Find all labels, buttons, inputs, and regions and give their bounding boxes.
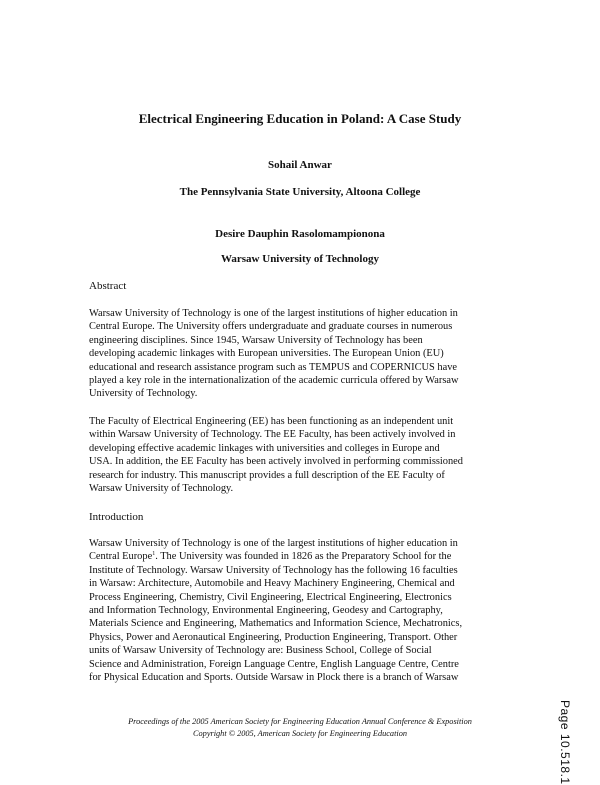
footer-proceedings: Proceedings of the 2005 American Society for Engineering Education Annual Conference & Exposition xyxy=(128,717,472,726)
text-line: University of Technology. xyxy=(89,388,198,400)
text-line: for Physical Education and Sports. Outside Warsaw in Plock there is a branch of Warsaw xyxy=(89,672,459,684)
text-line: The Faculty of Electrical Engineering (EE) has been functioning as an independent unit xyxy=(89,416,454,427)
footer-copyright: Copyright © 2005, American Society for Engineering Education xyxy=(192,729,407,738)
text-line: Central Europe. The University offers undergraduate and graduate courses in numerous xyxy=(89,321,453,333)
text-segment: Central Europe xyxy=(89,551,153,563)
page-number-stamp: Page 10.518.1 xyxy=(558,700,572,785)
text-line: within Warsaw University of Technology. The EE Faculty, has been actively involved in xyxy=(89,429,456,441)
introduction-heading: Introduction xyxy=(89,511,144,523)
footnote-marker: 1 xyxy=(152,551,156,558)
text-line: in Warsaw: Architecture, Automobile and Heavy Machinery Engineering, Chemical and xyxy=(89,578,455,590)
text-line: Warsaw University of Technology is one of the largest institutions of higher education in xyxy=(89,308,458,319)
text-line: engineering disciplines. Since 1945, Warsaw University of Technology has been xyxy=(89,334,423,346)
text-line: educational and research assistance program such as TEMPUS and COPERNICUS have xyxy=(89,361,458,373)
text-line: and Information Technology, Environmental Engineering, Geodesy and Cartography, xyxy=(89,605,443,617)
text-line: Warsaw University of Technology is one of the largest institutions of higher education in xyxy=(89,538,458,549)
text-line: Science and Administration, Foreign Language Centre, English Language Centre, Centre xyxy=(89,658,459,670)
text-segment: . The University was founded in 1826 as the Preparatory School for the xyxy=(155,551,452,563)
text-line: units of Warsaw University of Technology are: Business School, College of Social xyxy=(89,645,432,657)
author-affiliation: The Pennsylvania State University, Altoona College xyxy=(179,186,421,198)
text-line: Physics, Power and Aeronautical Engineering, Production Engineering, Transport. Other xyxy=(89,631,458,643)
abstract-heading: Abstract xyxy=(89,280,127,292)
text-line: Process Engineering, Chemistry, Civil Engineering, Electrical Engineering, Electronics xyxy=(89,591,452,603)
author-affiliation: Warsaw University of Technology xyxy=(221,253,379,265)
author-name: Sohail Anwar xyxy=(268,159,332,171)
introduction-paragraph xyxy=(89,537,519,684)
text-line xyxy=(89,550,519,563)
text-line: USA. In addition, the EE Faculty has been actively involved in performing commissioned xyxy=(89,456,463,468)
abstract-paragraph-2 xyxy=(89,415,519,495)
text-line: research for industry. This manuscript provides a full description of the EE Faculty of xyxy=(89,469,445,481)
text-line: Warsaw University of Technology. xyxy=(89,483,234,495)
text-line: played a key role in the internationalization of the academic curricula offered by Warsaw xyxy=(89,375,459,387)
text-line: developing academic linkages with European universities. The European Union (EU) xyxy=(89,348,444,360)
text-line: Institute of Technology. Warsaw University of Technology has the following 16 faculties xyxy=(89,564,458,576)
abstract-paragraph-1 xyxy=(89,307,519,401)
text-line: Materials Science and Engineering, Mathematics and Information Science, Mechatronics, xyxy=(89,618,463,630)
paper-title: Electrical Engineering Education in Poland: A Case Study xyxy=(138,111,462,126)
text-line: developing effective academic linkages with universities and colleges in Europe and xyxy=(89,442,440,454)
author-name: Desire Dauphin Rasolomampionona xyxy=(215,228,385,240)
